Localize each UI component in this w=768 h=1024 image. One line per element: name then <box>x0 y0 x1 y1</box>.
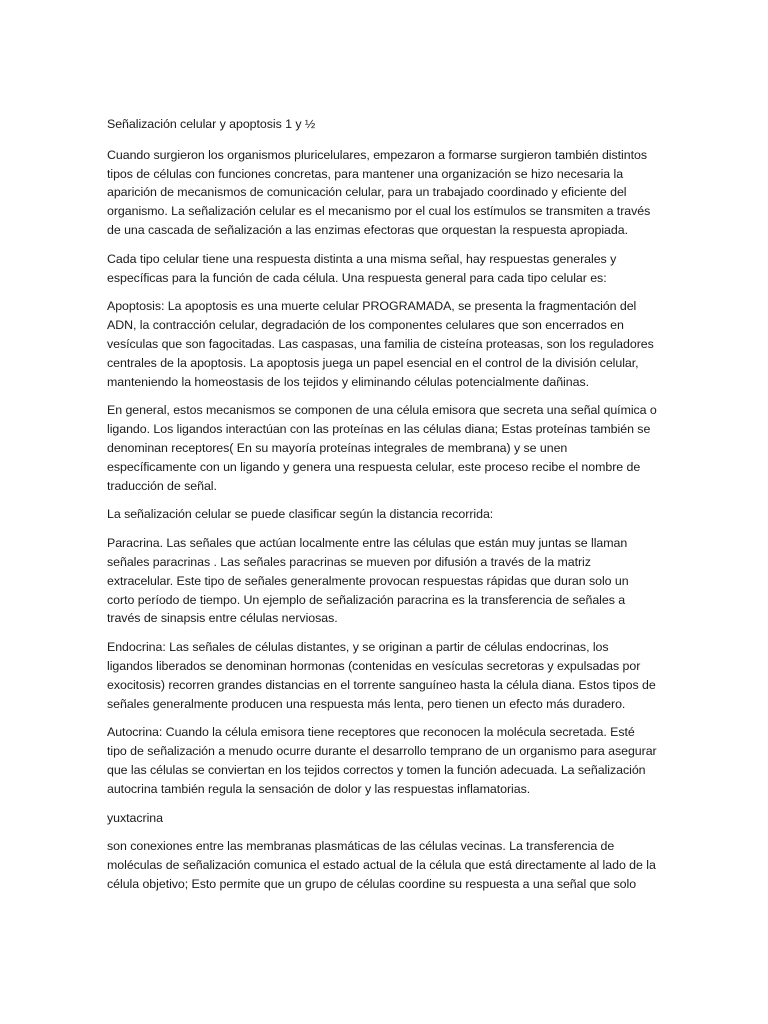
paragraph-respuesta: Cada tipo celular tiene una respuesta distinta a una misma señal, hay respuestas generales y específicas para la función de cada célula. Una respuesta general para cada tipo celular es: <box>107 251 617 285</box>
heading-yuxtacrina: yuxtacrina <box>107 810 163 825</box>
paragraph-paracrina: Paracrina. Las señales que actúan localmente entre las células que están muy juntas se llaman señales paracrinas . Las señales paracrinas se mueven por difusión a través de la matriz extracelular. Este tipo de señales generalmente provocan respuestas rápidas que duran solo un corto período de tiempo. Un ejemplo de señalización paracrina es la transferencia de señales a través de sinapsis entre células nerviosas. <box>107 536 629 626</box>
paragraph-clasificacion: La señalización celular se puede clasificar según la distancia recorrida: <box>107 507 494 522</box>
paragraph-yuxtacrina: son conexiones entre las membranas plasmáticas de las células vecinas. La transferencia de moléculas de señalización comunica el estado actual de la célula que está directamente al lado de la célula objetivo; Esto permite que un grupo de células coordine su respuesta a una señal que solo <box>107 839 656 891</box>
paragraph-endocrina: Endocrina: Las señales de células distantes, y se originan a partir de células endocrinas, los ligandos liberados se denominan hormonas (contenidas en vesículas secretoras y expulsadas por exocitosis) recorren grandes distancias en el torrente sanguíneo hasta la célula diana. Estos tipos de señales generalmente producen una respuesta más lenta, pero tienen un efecto más duradero. <box>107 640 656 711</box>
paragraph-autocrina: Autocrina: Cuando la célula emisora tiene receptores que reconocen la molécula secretada. Esté tipo de señalización a menudo ocurre durante el desarrollo temprano de un organismo para asegurar que las células se conviertan en los tejidos correctos y tomen la función adecuada. La señalización autocrina también regula la sensación de dolor y las respuestas inflamatorias. <box>107 725 657 796</box>
document-page <box>107 115 657 904</box>
document-title: Señalización celular y apoptosis 1 y ½ <box>107 117 316 131</box>
paragraph-apoptosis: Apoptosis: La apoptosis es una muerte celular PROGRAMADA, se presenta la fragmentación del ADN, la contracción celular, degradación de los componentes celulares que son encerrados en vesículas que son fagocitadas. Las caspasas, una familia de cisteína proteasas, son los reguladores centrales de la apoptosis. La apoptosis juega un papel esencial en el control de la división celular, manteniendo la homeostasis de los tejidos y eliminando células potencialmente dañinas. <box>107 299 654 389</box>
paragraph-mecanismos: En general, estos mecanismos se componen de una célula emisora que secreta una señal química o ligando. Los ligandos interactúan con las proteínas en las células diana; Estas proteínas también se denominan receptores( En su mayoría proteínas integrales de membrana) y se unen específicamente con un ligando y genera una respuesta celular, este proceso recibe el nombre de traducción de señal. <box>107 403 657 493</box>
paragraph-intro: Cuando surgieron los organismos pluricelulares, empezaron a formarse surgieron también distintos tipos de células con funciones concretas, para mantener una organización se hizo necesaria la aparición de mecanismos de comunicación celular, para un trabajado coordinado y eficiente del organismo. La señalización celular es el mecanismo por el cual los estímulos se transmiten a través de una cascada de señalización a las enzimas efectoras que orquestan la respuesta apropiada. <box>107 147 651 237</box>
